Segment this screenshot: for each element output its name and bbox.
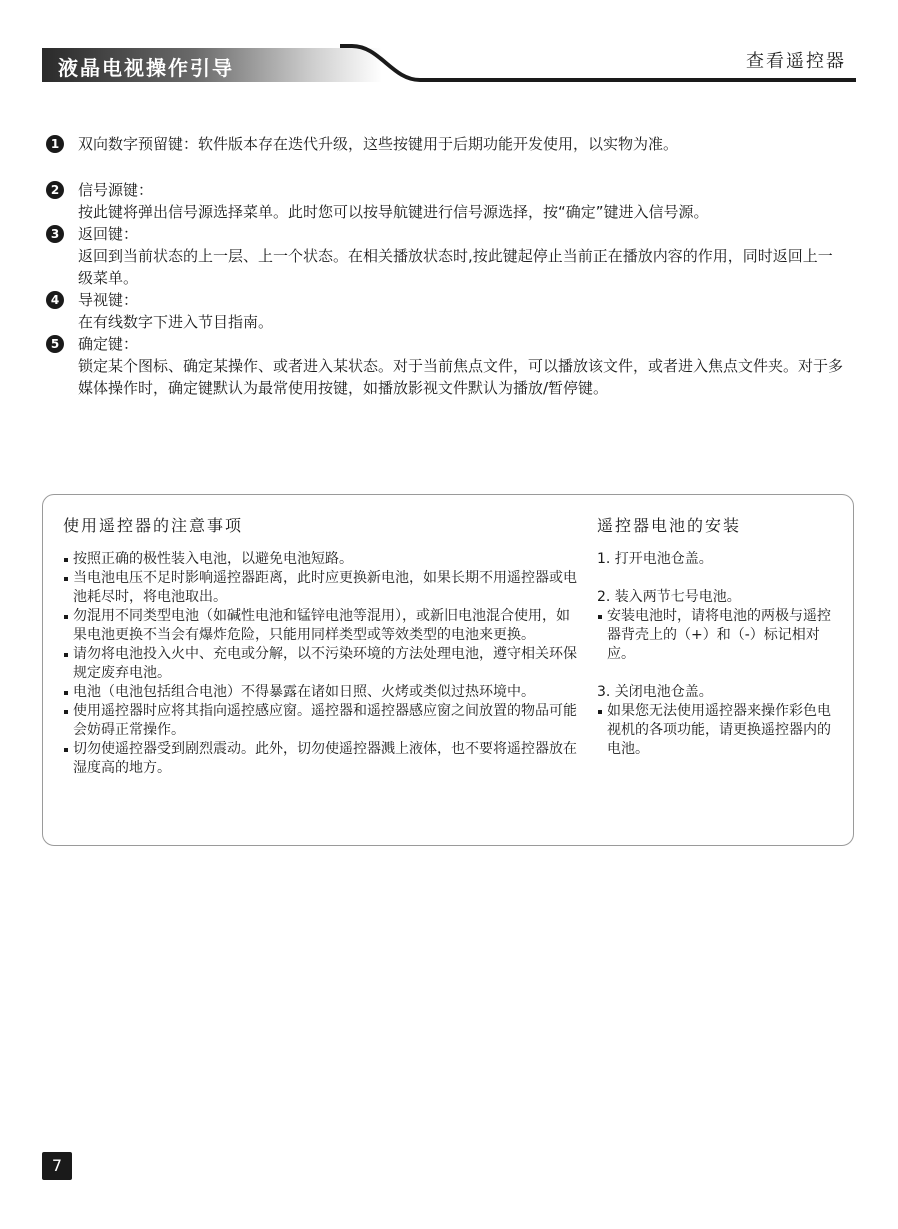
install-step: 2. 装入两节七号电池。: [597, 589, 741, 605]
section-title: 液晶电视操作引导: [58, 56, 234, 80]
precaution-item: 按照正确的极性装入电池，以避免电池短路。: [63, 550, 583, 569]
item-title: 返回键：: [78, 225, 139, 243]
item-description: 锁定某个图标、确定某操作、或者进入某状态。对于当前焦点文件，可以播放该文件，或者进入焦点文件夹。对于多媒体操作时，确定键默认为最常使用按键，如播放影视文件默认为播放/暂停键。: [78, 357, 844, 397]
key-item: [46, 179, 846, 223]
page-topic: 查看遥控器: [746, 51, 846, 72]
page-number: 7: [42, 1152, 72, 1180]
precautions-heading: 使用遥控器的注意事项: [63, 516, 244, 535]
key-item: [46, 289, 846, 333]
item-title: 双向数字预留键：软件版本存在迭代升级，这些按键用于后期功能开发使用，以实物为准。: [78, 135, 679, 153]
item-number: 1: [46, 135, 64, 153]
item-number: 3: [46, 225, 64, 243]
item-description: 在有线数字下进入节目指南。: [78, 313, 274, 331]
item-title: 导视键：: [78, 291, 139, 309]
item-description: 返回到当前状态的上一层、上一个状态。在相关播放状态时,按此键起停止当前正在播放内容的作用，同时返回上一级菜单。: [78, 247, 833, 287]
precaution-item: 使用遥控器时应将其指向遥控感应窗。遥控器和遥控器感应窗之间放置的物品可能会妨碍正常操作。: [63, 702, 583, 740]
item-title: 信号源键：: [78, 181, 154, 199]
install-step: 3. 关闭电池仓盖。: [597, 684, 713, 700]
precaution-item: 电池（电池包括组合电池）不得暴露在诸如日照、火烤或类似过热环境中。: [63, 683, 583, 702]
item-number: 2: [46, 181, 64, 199]
key-description-list: [46, 133, 846, 399]
item-number: 5: [46, 335, 64, 353]
install-step: 1. 打开电池仓盖。: [597, 551, 713, 567]
page-header: [0, 0, 898, 90]
key-item: [46, 333, 846, 399]
precaution-item: 勿混用不同类型电池（如碱性电池和锰锌电池等混用），或新旧电池混合使用，如果电池更换不当会有爆炸危险，只能用同样类型或等效类型的电池来更换。: [63, 607, 583, 645]
notice-box: [42, 494, 854, 846]
battery-install-heading: 遥控器电池的安装: [597, 516, 742, 535]
install-note: 如果您无法使用遥控器来操作彩色电视机的各项功能，请更换遥控器内的电池。: [597, 702, 842, 759]
precaution-item: 切勿使遥控器受到剧烈震动。此外，切勿使遥控器溅上液体，也不要将遥控器放在湿度高的地方。: [63, 740, 583, 778]
item-title: 确定键：: [78, 335, 139, 353]
battery-install-column: [597, 513, 842, 759]
item-description: 按此键将弹出信号源选择菜单。此时您可以按导航键进行信号源选择，按“确定”键进入信号源。: [78, 203, 709, 221]
key-item: [46, 223, 846, 289]
precautions-column: [63, 513, 583, 778]
item-number: 4: [46, 291, 64, 309]
key-item: [46, 133, 846, 155]
install-note: 安装电池时，请将电池的两极与遥控器背壳上的（+）和（-）标记相对应。: [597, 607, 842, 664]
precaution-item: 请勿将电池投入火中、充电或分解，以不污染环境的方法处理电池，遵守相关环保规定废弃电池。: [63, 645, 583, 683]
precaution-item: 当电池电压不足时影响遥控器距离，此时应更换新电池，如果长期不用遥控器或电池耗尽时，将电池取出。: [63, 569, 583, 607]
